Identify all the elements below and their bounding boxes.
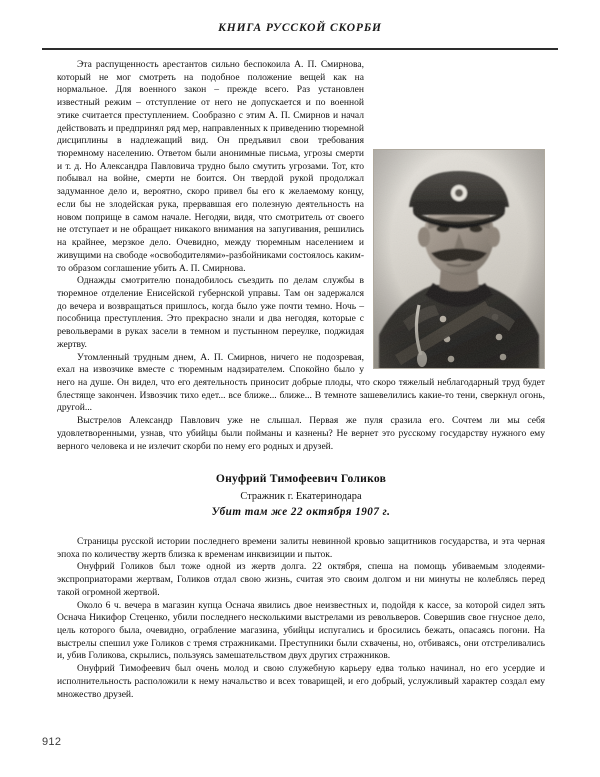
body-paragraph: Около 6 ч. вечера в магазин купца Оснача явились двое неизвестных и, подойдя к кассе, за которой сидел зять Оснача Никифор Стеценко, убили последнего несколькими выстрелами из револьверов. Совершив свое гнусное дело, цель которого была, очевидно, ограбление магазина, убийцы испугались и бросились бежать, опасаясь погони. На выстрелы спешил уже Голиков с тремя стражниками. Преступники были схвачены, но, отбиваясь, они отстреливались и, убив Голикова, скрылись, пользуясь замешательством двух других стражников. (57, 599, 545, 662)
body-paragraph: Страницы русской истории последнего времени залиты невинной кровью защитников государства, и эта черная эпоха по количеству жертв близка к временам инквизиции и пыток. (57, 536, 545, 560)
entry-rank: Стражник г. Екатеринодара (240, 491, 362, 502)
entry-name: Онуфрий Тимофеевич Голиков (215, 472, 387, 485)
body-paragraph: Онуфрий Голиков был тоже одной из жертв долга. 22 октября, спеша на помощь убиваемым злодеями-экспроприаторами жертвам, Голиков отдал свою жизнь, считая это своим долгом и ни минуты не колеблясь перед такой огромной жертвой. (57, 561, 545, 598)
portrait-photo (373, 149, 545, 369)
portrait-illustration (373, 149, 545, 369)
body-paragraph: Эта распущенность арестантов сильно беспокоила А. П. Смирнова, который не мог смотреть на подобное положение вещей как на нормальное. Для военного закон – прежде всего. Раз установлен известный режим – отступление от него не допускается и по военной этике считается преступлением. Сообразно с этим А. П. Смирнов и начал действовать и предпринял ряд мер, направленных к приведению тюремной дисциплины в надлежащий вид. Он предъявил свои требования тюремному населению. Ответом были анонимные письма, угрозы смерти и т. д. Но Александра Павловича трудно было смутить угрозами. Тот, кто побывал на войне, смерти не боится. Он твердой рукой продолжал задуманное дело и, вероятно, скоро привел бы его к желаемому концу, если бы не злодейская рука, прервавшая его полезную деятельность на новом поприще в самом начале. Негодяи, видя, что смотритель от своего не отступает и не обращает никакого внимания на запугивания, решились на крайнее, мерзкое дело. Очевидно, между тюремным населением и живущими на свободе «освободителями»-разбойниками состоялось каким-то образом соглашение убить А. П. Смирнова. (57, 59, 364, 274)
header-divider-rule (42, 48, 558, 50)
body-paragraph: Утомленный трудным днем, А. П. Смирнов, ничего не подозревая, ехал на извозчике вместе с тюремным надзирателем. Спокойно было у него на душе. Он видел, что его деятельность приносит добрые плоды, что скоро тяжелый неблагодарный труд будет блестяще закончен. Извозчик тихо едет... все ближе... ближе... В темноте зашевелились какие-то тени, сверкнул огонь, другой... (57, 351, 545, 414)
portrait-figure (373, 149, 545, 371)
body-paragraph: Онуфрий Тимофеевич был очень молод и свою служебную карьеру едва только начинал, но его усердие и исполнительность расположили к нему начальство и всех товарищей, и его добрый, услужливый характер создал ему множество друзей. (57, 663, 545, 700)
entry-death-line: Убит там же 22 октября 1907 г. (211, 506, 391, 518)
body-paragraph: Выстрелов Александр Павлович уже не слышал. Первая же пуля сразила его. Сочтем ли мы себя удовлетворенными, узнав, что убийцы были пойманы и казнены? Не вернет это русскому государству нужного ему верного человека и не излечит скорби по нему его родных и друзей. (57, 415, 545, 452)
lower-text-column (57, 536, 545, 701)
body-paragraph: Однажды смотрителю понадобилось съездить по делам службы в тюремное отделение Енисейской губернской управы. Там он задержался до вечера и возвращаться пришлось, когда было уже почти темно. Ночь – пособница преступления. Это прекрасно знали и два негодяя, которые с револьверами в руках засели в темном и пустынном переулке, поджидая жертву. (57, 275, 364, 350)
page-number: 912 (42, 736, 62, 748)
upper-text-column (57, 59, 545, 453)
entry-heading-block (57, 472, 545, 518)
running-head: КНИГА РУССКОЙ СКОРБИ (218, 22, 382, 34)
